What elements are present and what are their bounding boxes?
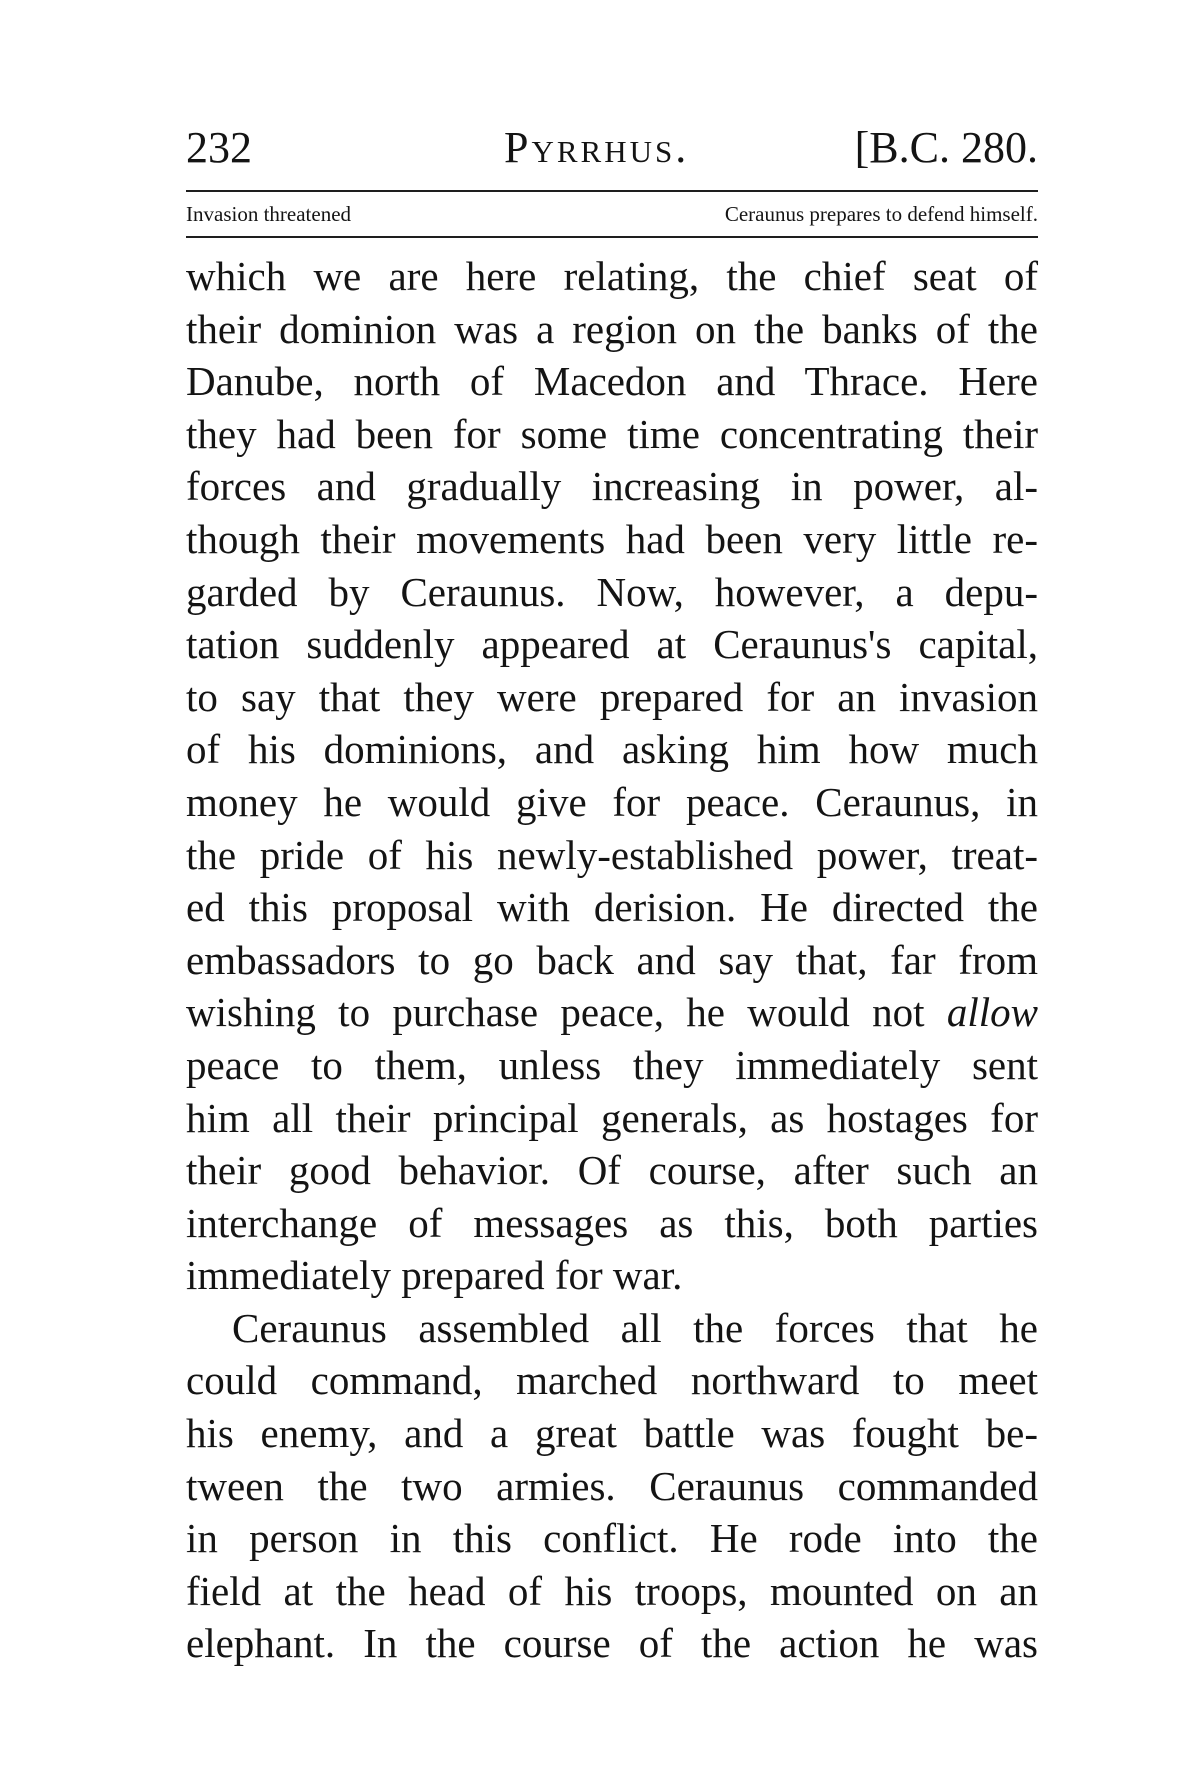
book-title: Pyrrhus. [504, 123, 690, 172]
text-line: tation suddenly appeared at Ceraunus's capital, [186, 621, 1038, 668]
date-reference: [B.C. 280. [854, 123, 1038, 172]
text-line: Danube, north of Macedon and Thrace. Here [186, 358, 1038, 405]
text-line [186, 986, 1038, 1039]
text-line: tween the two armies. Ceraunus commanded [186, 1462, 1038, 1509]
paragraph-2 [186, 1302, 1038, 1670]
text-line: him all their principal generals, as hostages for [186, 1094, 1038, 1141]
text-line: immediately prepared for war. [186, 1252, 683, 1299]
text-line: could command, marched northward to meet [186, 1357, 1038, 1404]
text-line: their dominion was a region on the banks of the [186, 305, 1038, 352]
text-line: field at the head of his troops, mounted on an [186, 1567, 1038, 1614]
text-line: though their movements had been very little re- [186, 515, 1038, 562]
text-line-before-italic: wishing to purchase peace, he would not [186, 989, 947, 1036]
text-line: embassadors to go back and say that, far from [186, 936, 1038, 983]
header-rule-top [186, 190, 1038, 192]
text-line: ed this proposal with derision. He directed the [186, 884, 1038, 931]
text-line: which we are here relating, the chief seat of [186, 253, 1038, 299]
italic-word: allow [946, 989, 1038, 1036]
marginal-notes [186, 196, 1038, 232]
text-line: in person in this conflict. He rode into the [186, 1515, 1038, 1562]
paragraph-1 [186, 250, 1038, 1302]
text-line: interchange of messages as this, both parties [186, 1199, 1038, 1246]
running-head [186, 118, 1038, 178]
text-line: forces and gradually increasing in power, al- [186, 463, 1038, 510]
text-line: they had been for some time concentrating their [186, 410, 1038, 457]
text-line: of his dominions, and asking him how much [186, 726, 1038, 773]
text-line: Ceraunus assembled all the forces that he [232, 1304, 1038, 1351]
text-line: money he would give for peace. Ceraunus, in [186, 778, 1038, 825]
marginal-note-left: Invasion threatened [186, 202, 352, 226]
marginal-note-right: Ceraunus prepares to defend himself. [724, 202, 1038, 226]
body-text [186, 250, 1038, 1670]
text-line: their good behavior. Of course, after such an [186, 1147, 1038, 1194]
page-number: 232 [186, 123, 252, 172]
text-line: to say that they were prepared for an invasion [186, 673, 1038, 720]
text-line: garded by Ceraunus. Now, however, a depu- [186, 568, 1038, 615]
text-line: his enemy, and a great battle was fought be- [186, 1410, 1038, 1457]
header-rule-bottom [186, 236, 1038, 238]
text-line: peace to them, unless they immediately sent [186, 1041, 1038, 1088]
text-line: the pride of his newly-established power, treat- [186, 831, 1038, 878]
text-line: elephant. In the course of the action he was [186, 1620, 1038, 1667]
